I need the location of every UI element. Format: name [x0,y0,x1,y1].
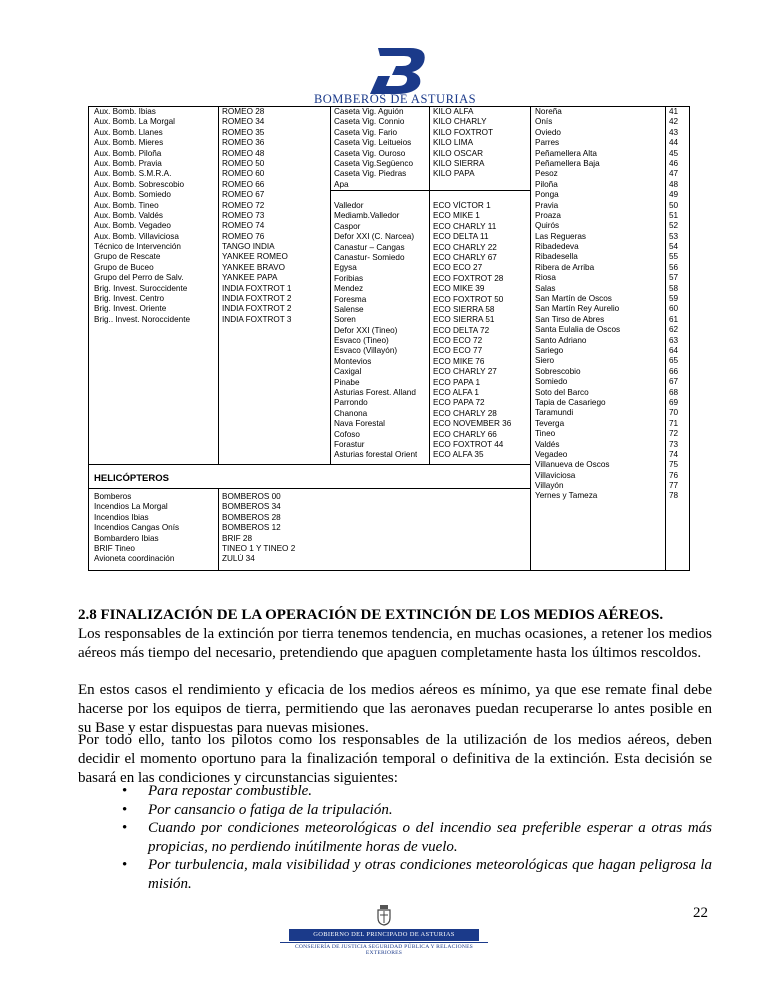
table-cell: Bombardero Ibias [94,533,159,543]
table-cell: YANKEE PAPA [222,273,278,283]
table-cell: ROMEO 48 [222,148,265,158]
table-cell: ROMEO 35 [222,127,265,137]
table-cell: Teverga [535,418,565,428]
table-cell: ROMEO 34 [222,117,265,127]
table-cell: ECO VÍCTOR 1 [433,201,491,210]
table-cell: ROMEO 60 [222,169,265,179]
table-cell: KILO PAPA [433,169,475,179]
table-cell: ECO CHARLY 67 [433,252,497,262]
table-cell: Santa Eulalia de Oscos [535,325,621,335]
table-cell: ECO FOXTROT 44 [433,439,504,449]
col-watch-posts [334,107,413,190]
table-cell: YANKEE BRAVO [222,262,285,272]
table-cell: BOMBEROS 34 [222,502,281,512]
table-cell: ECO ECO 77 [433,346,483,356]
table-cell: Aux. Bomb. S.M.R.A. [94,169,172,179]
table-cell: 59 [669,294,679,304]
table-cell: Tapia de Casariego [535,397,606,407]
table-cell: Caseta Vig. Fario [334,127,398,137]
table-cell: Somiedo [535,377,568,387]
table-cell: 70 [669,408,679,418]
table-cell: 42 [669,117,679,127]
table-cell: ROMEO 36 [222,138,265,148]
table-cell: ECO SIERRA 58 [433,304,495,314]
table-cell: INDIA FOXTROT 2 [222,294,292,304]
table-cell: Caseta Vig.Següenco [334,158,414,168]
table-cell: 72 [669,429,679,439]
table-cell: Taramundi [535,408,574,418]
table-cell: Ponga [535,190,559,200]
table-cell: 55 [669,252,679,262]
table-cell: Ribadedeva [535,242,579,252]
table-cell: ECO FOXTROT 50 [433,294,504,304]
table-cell: ROMEO 76 [222,231,265,241]
table-cell: Yernes y Tameza [535,491,598,501]
table-cell: Aux. Bomb. Ibias [94,107,156,116]
table-cell: Canastur – Cangas [334,242,405,252]
paragraph-2: En estos casos el rendimiento y eficacia de los medios aéreos es mínimo, ya que ese remate final debe hacerse por los equipos de tierra, permitiendo que las aeronaves puedan recuperarse lo antes posible en su Base y estar dispuestas para nuevas misiones. [78,682,712,736]
table-cell: Incendios Cangas Onís [94,523,180,533]
table-cell: Esvaco (Villayón) [334,346,398,356]
table-cell: 71 [669,418,679,428]
table-cell: Incendios Ibias [94,512,149,522]
table-cell: Aux. Bomb. Tineo [94,200,159,210]
table-cell: Grupo de Rescate [94,252,161,262]
table-cell: Técnico de Intervención [94,242,181,252]
table-cell: Asturias forestal Orient [334,450,418,460]
table-cell: KILO OSCAR [433,148,484,158]
table-cell: ZULÚ 34 [222,554,255,564]
table-cell: ECO PAPA 1 [433,377,481,387]
table-cell: 53 [669,231,679,241]
table-cell: Noreña [535,107,562,116]
table-cell: Villanueva de Oscos [535,460,610,470]
col-heli-codes [222,492,295,565]
table-cell: Egysa [334,263,357,273]
table-cell: Sobrescobio [535,366,581,376]
table-cell: San Martín Rey Aurelio [535,304,620,314]
table-cell: ECO MIKE 39 [433,284,485,294]
table-cell: Brig. Invest. Suroccidente [94,283,188,293]
table-cell: Caspor [334,221,361,231]
table-cell: ECO CHARLY 28 [433,408,497,418]
helicopters-heading: HELICÓPTEROS [94,473,169,484]
paragraph-3: Por todo ello, tanto los pilotos como los responsables de la utilización de los medios aéreos, deben decidir el momento oportuno para la finalización temporal o definitiva de la extinción. Esta decisión se basará en las condiciones y circunstancias siguientes: [78,732,712,786]
table-cell: ECO ALFA 1 [433,388,479,398]
table-cell: 60 [669,304,679,314]
table-cell: Mendez [334,284,364,294]
table-cell: 63 [669,335,679,345]
table-cell: ECO CHARLY 22 [433,242,497,252]
table-cell: KILO LIMA [433,138,474,148]
table-cell: Peñamellera Alta [535,148,597,158]
table-cell: 66 [669,366,679,376]
table-cell: Parrondo [334,398,368,408]
table-cell: Cofoso [334,429,360,439]
table-cell: ROMEO 67 [222,190,265,200]
col-company-codes [433,201,511,461]
table-cell: Grupo del Perro de Salv. [94,273,184,283]
table-cell: Valledor [334,201,364,210]
table-cell: 73 [669,439,679,449]
table-cell: KILO ALFA [433,107,474,116]
table-cell: 49 [669,190,679,200]
table-cell: ROMEO 66 [222,179,265,189]
table-cell: BOMBEROS 00 [222,492,281,501]
table-cell: ECO PAPA 72 [433,398,485,408]
table-cell: 58 [669,283,679,293]
table-cell: Aux. Bomb. Mieres [94,138,164,148]
table-cell: Aux. Bomb. Piloña [94,148,162,158]
table-cell: Forastur [334,439,365,449]
table-cell: 76 [669,470,679,480]
table-cell: Pesoz [535,169,558,179]
table-cell: 50 [669,200,679,210]
coat-of-arms-icon [376,904,392,926]
section-heading: 2.8 FINALIZACIÓN DE LA OPERACIÓN DE EXTINCIÓN DE LOS MEDIOS AÉREOS. [78,607,664,623]
table-cell: ECO FOXTROT 28 [433,273,504,283]
table-cell: Villayón [535,481,564,491]
list-item: • Cuando por condiciones meteorológicas o del incendio sea preferible esperar a otras más propicias, no perdiendo inútilmente horas de vuelo. [78,819,712,856]
table-cell: 44 [669,138,679,148]
table-cell: 74 [669,449,679,459]
table-cell: Bomberos [94,492,132,501]
col-watch-codes [433,107,493,180]
table-cell: 52 [669,221,679,231]
col-codes [222,107,291,325]
table-cell: Defor XXI (C. Narcea) [334,232,415,242]
table-cell: 54 [669,242,679,252]
list-item: • Por cansancio o fatiga de la tripulación. [78,801,712,820]
table-cell: Aux. Bomb. Villaviciosa [94,231,179,241]
table-cell: Montevios [334,356,372,366]
table-cell: Aux. Bomb. Vegadeo [94,221,171,231]
table-cell: ECO MIKE 1 [433,211,480,221]
table-cell: BOMBEROS 28 [222,512,281,522]
table-cell: Riosa [535,273,556,283]
col-council-numbers [669,107,678,502]
table-cell: Pinabe [334,377,360,387]
table-cell: Defor XXI (Tineo) [334,325,398,335]
table-cell: Grupo de Buceo [94,262,154,272]
table-cell: Aux. Bomb. Llanes [94,127,163,137]
table-cell: Asturias Forest. Alland [334,388,416,398]
table-cell: Caseta Vig. Leitueios [334,138,412,148]
table-cell: Valdés [535,439,560,449]
list-item: • Para repostar combustible. [78,782,712,801]
table-cell: Oviedo [535,127,561,137]
table-cell: 75 [669,460,679,470]
table-cell: Las Regueras [535,231,586,241]
table-cell: Soto del Barco [535,387,589,397]
table-cell: BOMBEROS 12 [222,523,281,533]
table-cell: ECO ECO 27 [433,263,483,273]
table-cell: Ribera de Arriba [535,262,595,272]
table-cell: 56 [669,262,679,272]
table-cell: Villaviciosa [535,470,576,480]
table-cell: 43 [669,127,679,137]
table-cell: Mediamb.Valledor [334,211,400,221]
table-cell: Proaza [535,210,561,220]
table-cell: Caseta Vig. Piedras [334,169,407,179]
table-cell: Piloña [535,179,558,189]
footer-government-bar: GOBIERNO DEL PRINCIPADO DE ASTURIAS [289,929,479,941]
table-cell: Peñamellera Baja [535,158,600,168]
table-cell: TINEO 1 Y TINEO 2 [222,543,296,553]
table-cell: 61 [669,314,679,324]
table-cell: 48 [669,179,679,189]
table-cell: 46 [669,158,679,168]
table-cell: Apa [334,179,349,189]
table-cell: KILO SIERRA [433,158,485,168]
table-cell: Siero [535,356,555,366]
table-cell: 69 [669,397,679,407]
table-cell: Incendios La Morgal [94,502,168,512]
conditions-list [78,782,712,893]
table-cell: INDIA FOXTROT 2 [222,304,292,314]
table-cell: 47 [669,169,679,179]
col-heli-units [94,492,179,565]
table-cell: Aux. Bomb. Somiedo [94,190,171,200]
table-cell: ROMEO 74 [222,221,265,231]
table-cell: Brig. Invest. Centro [94,294,165,304]
col-units [94,107,190,325]
table-cell: 67 [669,377,679,387]
table-cell: Nava Forestal [334,419,385,429]
table-cell: 64 [669,345,679,355]
table-cell: INDIA FOXTROT 1 [222,283,292,293]
table-cell: Quirós [535,221,560,231]
table-cell: INDIA FOXTROT 3 [222,314,292,324]
table-cell: Vegadeo [535,449,568,459]
table-cell: KILO CHARLY [433,117,487,127]
table-cell: ROMEO 28 [222,107,265,116]
table-cell: 57 [669,273,679,283]
table-cell: Sariego [535,345,564,355]
table-cell: Tineo [535,429,556,439]
table-cell: Soren [334,315,356,325]
table-cell: Santo Adriano [535,335,587,345]
table-cell: ROMEO 72 [222,200,265,210]
table-cell: Pravia [535,200,559,210]
table-cell: Ribadesella [535,252,578,262]
table-cell: ECO MIKE 76 [433,356,485,366]
table-cell: YANKEE ROMEO [222,252,288,262]
table-cell: Aux. Bomb. Valdés [94,210,164,220]
table-cell: 78 [669,491,679,501]
table-cell: Parres [535,138,560,148]
table-cell: Brig.. Invest. Noroccidente [94,314,191,324]
paragraph-1: Los responsables de la extinción por tierra tenemos tendencia, en muchas ocasiones, a retener los medios aéreos más tiempo del necesario, pretendiendo que apaguen completamente hasta los últimos rescoldos. [78,626,712,661]
table-cell: ECO SIERRA 51 [433,315,495,325]
table-cell: Foresma [334,294,367,304]
table-cell: Chanona [334,408,368,418]
table-cell: 62 [669,325,679,335]
table-cell: BRIF Tineo [94,543,135,553]
table-cell: 68 [669,387,679,397]
table-cell: Esvaco (Tineo) [334,336,389,346]
table-cell: 51 [669,210,679,220]
table-cell: 41 [669,107,679,116]
table-cell: Foribias [334,273,364,283]
table-cell: Canastur- Somiedo [334,252,405,262]
table-cell: Caseta Vig. Ouroso [334,148,406,158]
table-cell: Brig. Invest. Oriente [94,304,167,314]
table-cell: ECO CHARLY 66 [433,429,497,439]
col-companies [334,201,417,461]
logo-text: BOMBEROS DE ASTURIAS [313,92,477,106]
table-cell: ROMEO 73 [222,210,265,220]
table-cell: Aux. Bomb. Sobrescobio [94,179,185,189]
table-cell: Caseta Vig. Aguión [334,107,404,116]
table-cell: ECO CHARLY 27 [433,367,497,377]
table-cell: ECO DELTA 72 [433,325,490,335]
table-cell: KILO FOXTROT [433,127,494,137]
page-number: 22 [693,905,708,921]
table-cell: San Tirso de Abres [535,314,605,324]
table-cell: ECO CHARLY 11 [433,221,497,231]
col-councils [535,107,620,502]
table-cell: 77 [669,481,679,491]
table-cell: Caseta Vig. Connio [334,117,405,127]
table-cell: Aux. Bomb. Pravia [94,158,162,168]
list-item: • Por turbulencia, mala visibilidad y otras condiciones meteorológicas que hagan peligrosa la misión. [78,856,712,893]
table-cell: Avioneta coordinación [94,554,175,564]
table-cell: Salas [535,283,556,293]
table-cell: TANGO INDIA [222,242,275,252]
table-cell: 65 [669,356,679,366]
table-cell: BRIF 28 [222,533,253,543]
table-cell: ECO NOVEMBER 36 [433,419,512,429]
table-cell: 45 [669,148,679,158]
table-cell: ECO ECO 72 [433,336,483,346]
table-cell: San Martín de Oscos [535,294,612,304]
table-cell: Onís [535,117,553,127]
table-cell: ECO ALFA 35 [433,450,484,460]
footer-department: CONSEJERÍA DE JUSTICIA SEGURIDAD PÚBLICA Y RELACIONES EXTERIORES [280,942,488,956]
table-cell: Aux. Bomb. La Morgal [94,117,176,127]
table-cell: ECO DELTA 11 [433,232,489,242]
table-cell: Salense [334,304,364,314]
table-cell: Caxigal [334,367,362,377]
table-cell: ROMEO 50 [222,158,265,168]
